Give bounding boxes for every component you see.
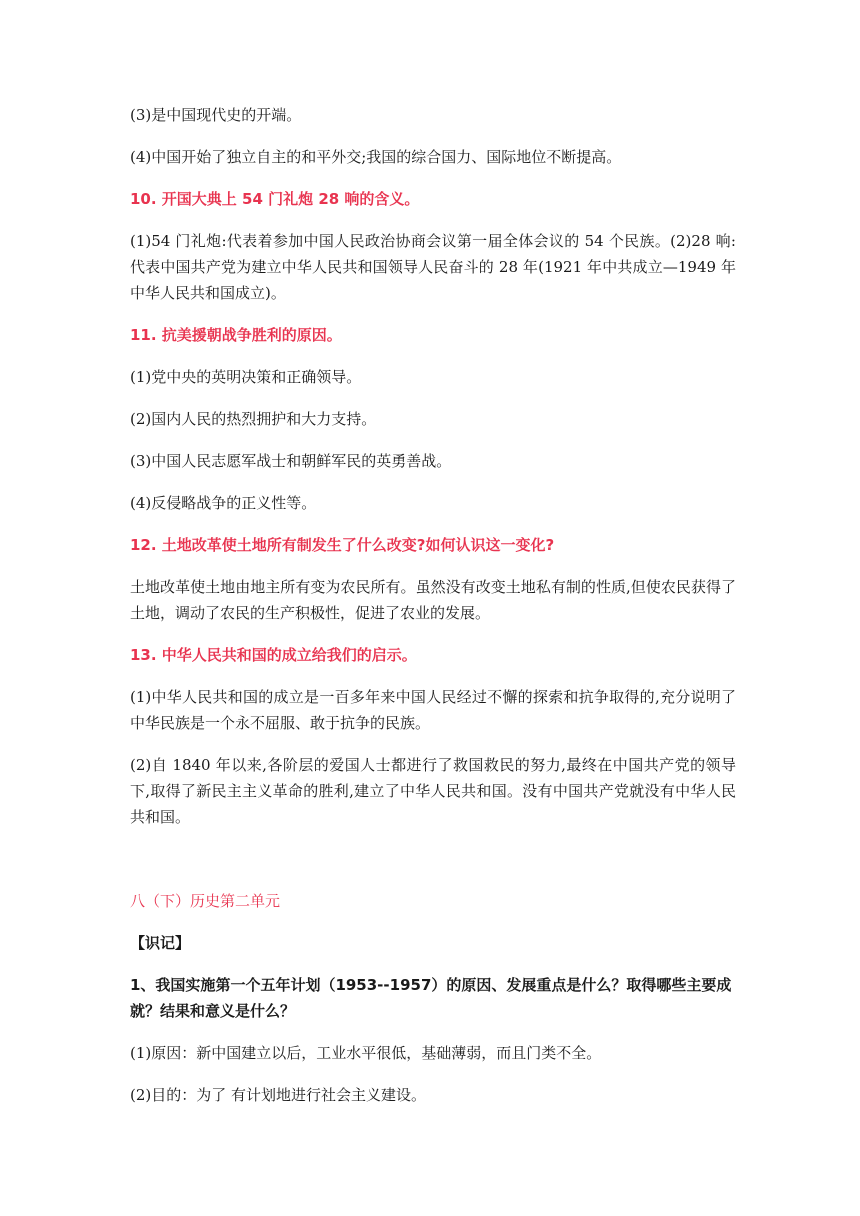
- paragraph-11-3: (3)中国人民志愿军战士和朝鲜军民的英勇善战。: [130, 452, 452, 470]
- heading-10: 10. 开国大典上 54 门礼炮 28 响的含义。: [130, 190, 420, 208]
- paragraph-10: (1)54 门礼炮:代表着参加中国人民政治协商会议第一届全体会议的 54 个民族。(2)28 响:代表中国共产党为建立中华人民共和国领导人民奋斗的 28 年(1921 年中共成立—1949 年中华人民共和国成立)。: [130, 232, 736, 302]
- heading-13: 13. 中华人民共和国的成立给我们的启示。: [130, 646, 417, 664]
- answer-1-1: (1)原因：新中国建立以后，工业水平很低，基础薄弱，而且门类不全。: [130, 1044, 602, 1062]
- question-1: 1、我国实施第一个五年计划（1953--1957）的原因、发展重点是什么？取得哪些主要成就？结果和意义是什么？: [130, 976, 732, 1020]
- memorize-label: 【识记】: [130, 934, 191, 952]
- heading-12: 12. 土地改革使土地所有制发生了什么改变?如何认识这一变化?: [130, 536, 555, 554]
- section-title: 八（下）历史第二单元: [130, 892, 281, 910]
- paragraph-3: (3)是中国现代史的开端。: [130, 106, 302, 124]
- paragraph-4: (4)中国开始了独立自主的和平外交;我国的综合国力、国际地位不断提高。: [130, 148, 622, 166]
- answer-1-2: (2)目的：为了 有计划地进行社会主义建设。: [130, 1086, 427, 1104]
- document-page: [130, 102, 736, 1124]
- paragraph-11-2: (2)国内人民的热烈拥护和大力支持。: [130, 410, 377, 428]
- paragraph-12: 土地改革使土地由地主所有变为农民所有。虽然没有改变土地私有制的性质,但使农民获得了土地，调动了农民的生产积极性，促进了农业的发展。: [130, 578, 736, 622]
- paragraph-13-1: (1)中华人民共和国的成立是一百多年来中国人民经过不懈的探索和抗争取得的,充分说明了中华民族是一个永不屈服、敢于抗争的民族。: [130, 688, 736, 732]
- paragraph-13-2: (2)自 1840 年以来,各阶层的爱国人士都进行了救国救民的努力,最终在中国共产党的领导下,取得了新民主主义革命的胜利,建立了中华人民共和国。没有中国共产党就没有中华人民共和国。: [130, 756, 736, 826]
- paragraph-11-1: (1)党中央的英明决策和正确领导。: [130, 368, 362, 386]
- heading-11: 11. 抗美援朝战争胜利的原因。: [130, 326, 342, 344]
- paragraph-11-4: (4)反侵略战争的正义性等。: [130, 494, 317, 512]
